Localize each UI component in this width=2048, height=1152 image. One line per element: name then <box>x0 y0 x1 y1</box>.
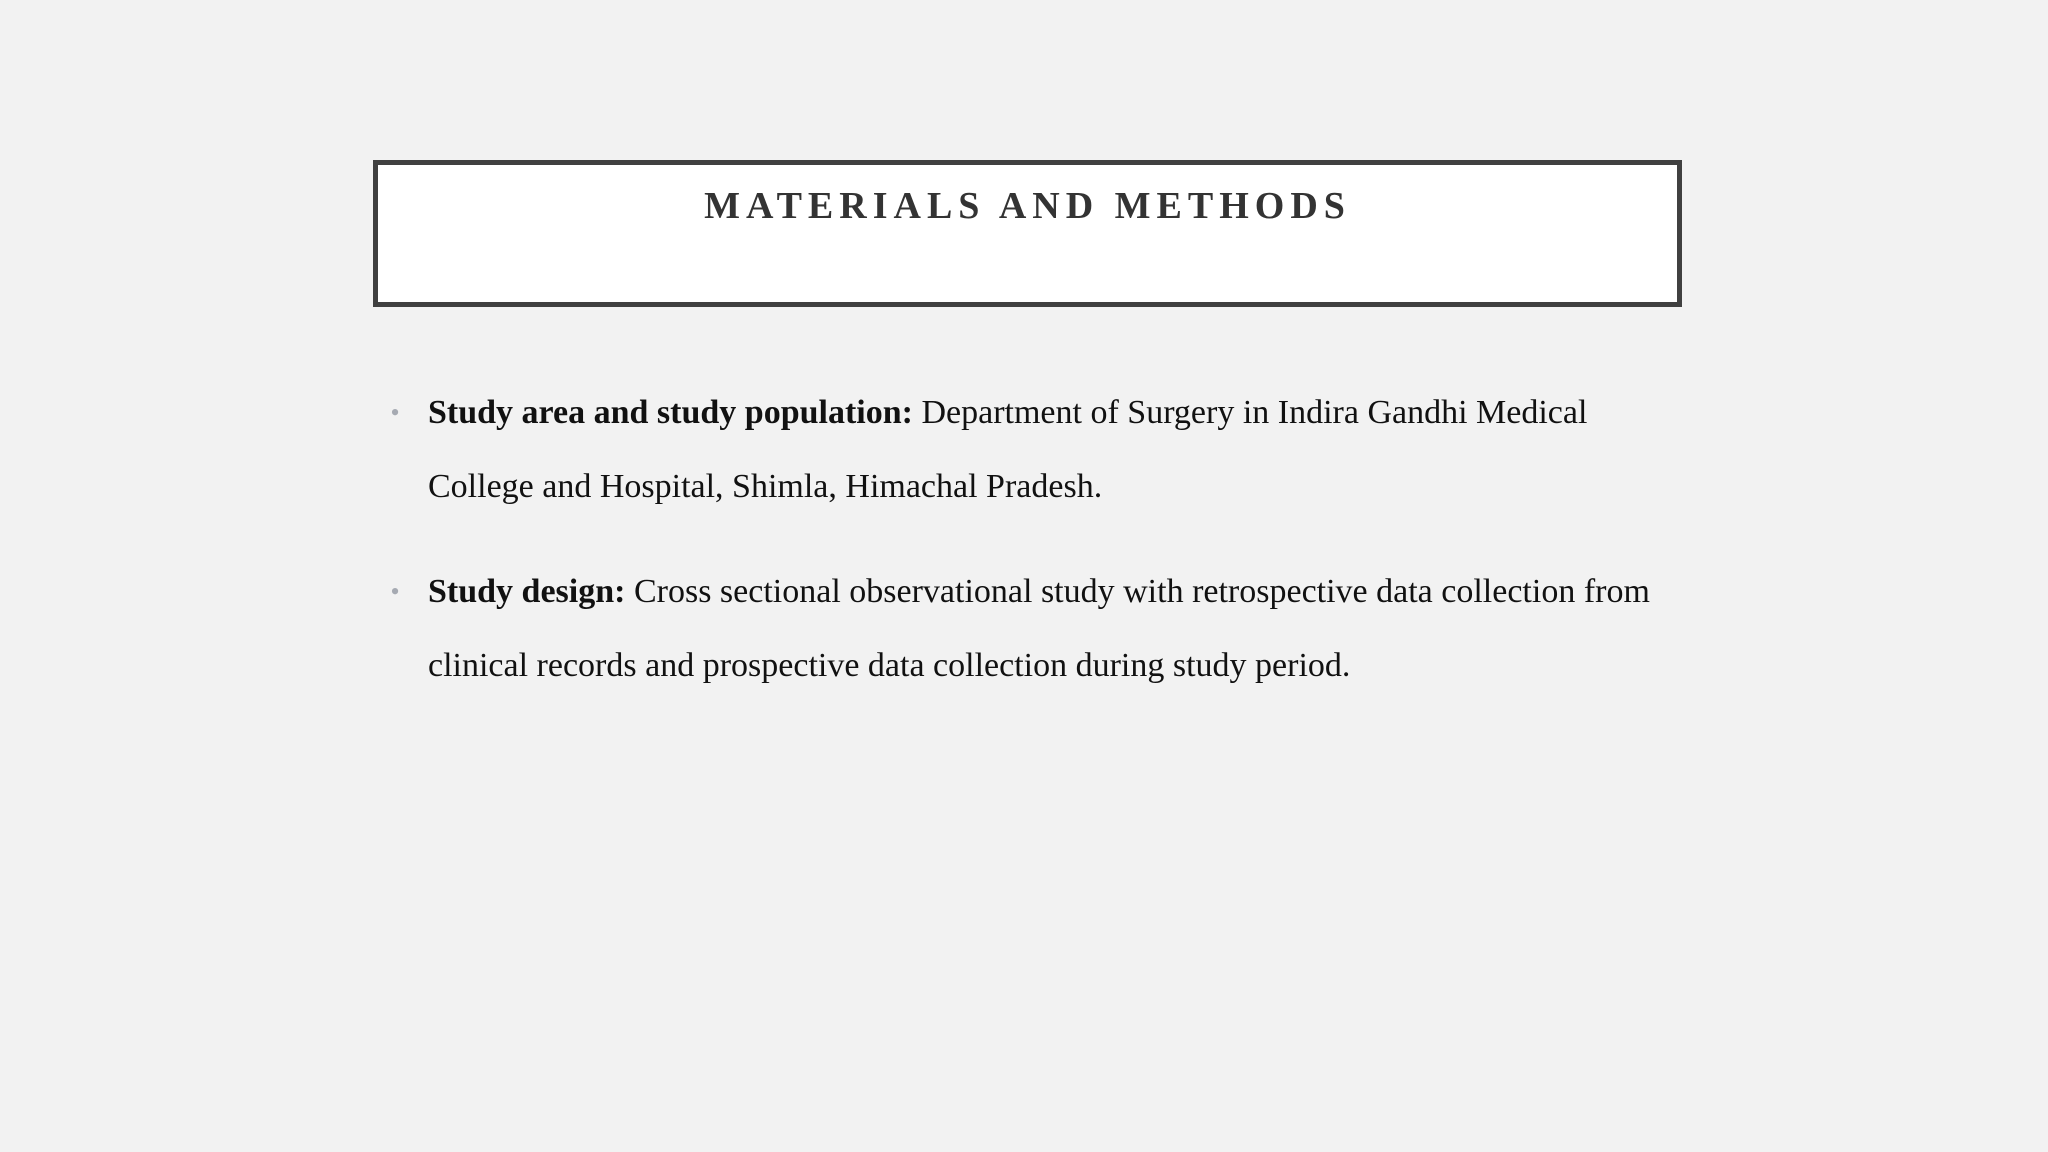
bullet-text: Department of Surgery in Indira Gandhi Medical College and Hospital, Shimla, Himachal Pradesh. <box>428 394 1588 505</box>
bullet-item-study-design <box>386 555 1676 703</box>
title-box <box>373 160 1682 307</box>
bullet-text: Cross sectional observational study with retrospective data collection from clinical records and prospective data collection during study period. <box>428 573 1650 684</box>
bullet-label: Study area and study population: <box>428 394 913 431</box>
bullet-dot-icon: • <box>390 398 400 427</box>
bullet-list <box>386 376 1676 734</box>
bullet-label: Study design: <box>428 573 626 610</box>
bullet-item-study-area <box>386 376 1676 524</box>
slide-title: MATERIALS AND METHODS <box>704 185 1351 227</box>
bullet-dot-icon: • <box>390 577 400 606</box>
